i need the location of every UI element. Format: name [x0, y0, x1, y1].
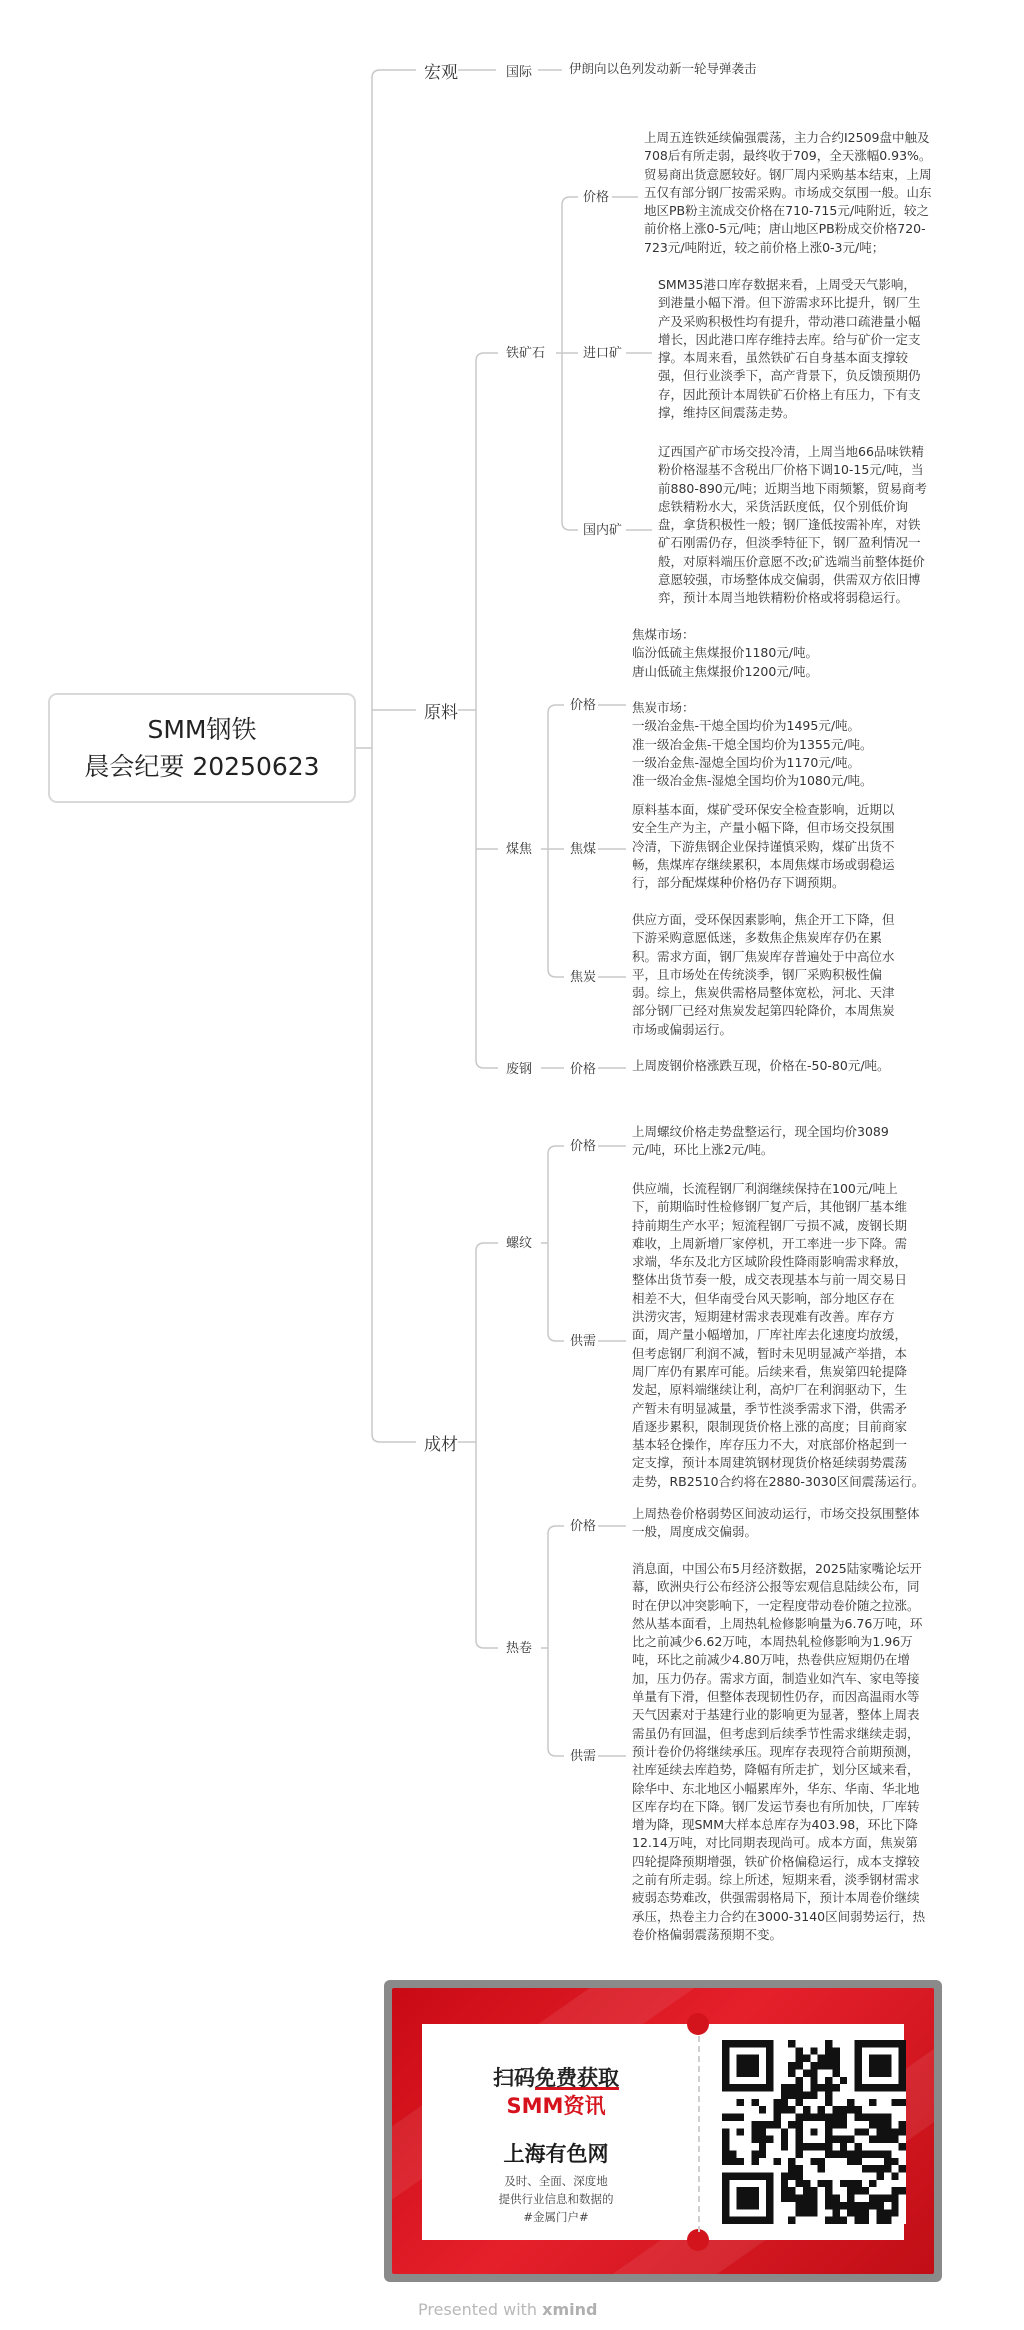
note-hrc-supply: 消息面，中国公布5月经济数据，2025陆家嘴论坛开 幕，欧洲央行公布经济公报等宏观信息陆续公布，同 时在伊以冲突影响下，一定程度带动卷价随之拉涨。 然从基本面看，上周热轧检修影响量为6.76万吨，环 比之前减少6.62万吨，本周热轧检修影响为1.96万 吨，环比之前减少4.80万吨，热卷供应短期仍在增 加，压力仍存。需求方面，制造业如汽车、家电等接 单量有下滑，但整体表现韧性仍存，而因高温雨水等 天气因素对于基建行业的影响更为显著，整体上周表 需虽仍有回温，但考虑到后续季节性需求继续走弱， 预计卷价仍将继续承压。现库存表现符合前期预测， 社库延续去库趋势，降幅有所走扩，划分区域来看， 除华中、东北地区小幅累库外，华东、华南、华北地 区库存均在下降。钢厂发运节奏也有所加快，厂库转 增为降，现SMM大样本总库存为403.98，环比下降 12.14万吨，对比同期表现尚可。成本方面，焦炭第 四轮提降预期增强，铁矿价格偏稳运行，成本支撑较 之前有所走弱。综上所述，短期来看，淡季钢材需求 疲弱态势难改，供强需弱格局下，预计本周卷价继续 承压，热卷主力合约在3000-3140区间弱势运行，热 卷价格偏弱震荡预期不变。 [632, 1561, 926, 1942]
promo-title [466, 2062, 646, 2092]
promo-notch-top [687, 2013, 709, 2035]
root-title: SMM钢铁 [147, 715, 257, 744]
topic-iron-ore[interactable]: 铁矿石 [506, 346, 546, 361]
topic-scrap[interactable]: 废钢 [506, 1062, 533, 1077]
topic-raw-materials[interactable]: 原料 [424, 703, 458, 723]
topic-iron-ore-price[interactable]: 价格 [583, 190, 610, 205]
topic-hrc[interactable]: 热卷 [506, 1641, 533, 1656]
topic-coal-coke-price[interactable]: 价格 [570, 698, 597, 713]
topic-finished-steel[interactable]: 成材 [424, 1435, 458, 1455]
topic-coke[interactable]: 焦炭 [570, 970, 597, 985]
note-import-ore: SMM35港口库存数据来看，上周受天气影响， 到港量小幅下滑。但下游需求环比提升，钢厂生 产及采购积极性均有提升，带动港口疏港量小幅 增长，因此港口库存维持去库。给与矿价一定支 撑。本周来看，虽然铁矿石自身基本面支撑较 强，但行业淡季下，高产背景下，负反馈预期仍 存，因此预计本周铁矿石价格上有压力，下有支 撑，维持区间震荡走势。 [658, 277, 921, 421]
note-hrc-price: 上周热卷价格弱势区间波动运行，市场交投氛围整体 一般，周度成交偏弱。 [632, 1506, 920, 1540]
promo-notch-bottom [687, 2229, 709, 2251]
topic-rebar[interactable]: 螺纹 [506, 1236, 533, 1251]
xmind-logo: xmind [542, 2300, 598, 2319]
credit-prefix: Presented with [418, 2300, 543, 2319]
topic-macro[interactable]: 宏观 [424, 63, 458, 83]
promo-subtitle: SMM资讯 [506, 2094, 606, 2118]
note-rebar-price: 上周螺纹价格走势盘整运行，现全国均价3089 元/吨，环比上涨2元/吨。 [632, 1124, 889, 1158]
topic-international[interactable]: 国际 [506, 65, 533, 80]
promo-card [422, 2024, 904, 2240]
promo-divider [698, 2036, 700, 2232]
topic-hrc-price[interactable]: 价格 [570, 1519, 597, 1534]
topic-hrc-supply[interactable]: 供需 [570, 1749, 597, 1764]
root-node[interactable] [48, 693, 356, 803]
topic-import-ore[interactable]: 进口矿 [583, 346, 623, 361]
note-domestic-ore: 辽西国产矿市场交投冷清，上周当地66品味铁精 粉价格湿基不含税出厂价格下调10-15元/吨，当 前880-890元/吨；近期当地下雨频繁，贸易商考 虑铁精粉水大，采货活跃度低，仅个别低价询 盘，拿货积极性一般；钢厂逢低按需补库，对铁 矿石刚需仍存，但淡季特征下，钢厂盈利情况一 般，对原料端压价意愿不改;矿选端当前整体挺价 意愿较强，市场整体成交偏弱，供需双方依旧博 弈，预计本周当地铁精粉价格或将弱稳运行。 [658, 444, 927, 606]
presented-with-xmind [418, 2300, 597, 2319]
topic-domestic-ore[interactable]: 国内矿 [583, 523, 623, 538]
promo-banner[interactable] [384, 1980, 942, 2282]
topic-rebar-supply[interactable]: 供需 [570, 1334, 597, 1349]
promo-title-free: 免费获取 [535, 2066, 619, 2090]
qr-code[interactable] [722, 2040, 906, 2224]
note-international: 伊朗向以色列发动新一轮导弹袭击 [569, 61, 757, 76]
promo-brand: 上海有色网 [503, 2142, 609, 2166]
note-coking-coal: 原料基本面，煤矿受环保安全检查影响，近期以 安全生产为主，产量小幅下降，但市场交投氛围 冷清，下游焦钢企业保持谨慎采购，煤矿出货不 畅，焦煤库存继续累积，本周焦煤市场或弱稳运 行，部分配煤煤种价格仍存下调预期。 [632, 802, 895, 891]
note-scrap-price: 上周废钢价格涨跌互现，价格在-50-80元/吨。 [632, 1058, 890, 1073]
topic-scrap-price[interactable]: 价格 [570, 1062, 597, 1077]
promo-description: 及时、全面、深度地 提供行业信息和数据的 #金属门户# [498, 2174, 614, 2224]
topic-coking-coal[interactable]: 焦煤 [570, 842, 597, 857]
note-coal-coke-price: 焦煤市场： 临汾低硫主焦煤报价1180元/吨。 唐山低硫主焦煤报价1200元/吨。 焦炭市场： 一级冶金焦-干熄全国均价为1495元/吨。 准一级冶金焦-干熄全国均价为1355元/吨。 一级冶金焦-湿熄全国均价为1170元/吨。 准一级冶金焦-湿熄全国均价为1080元/吨。 [632, 627, 873, 789]
root-subtitle: 晨会纪要 20250623 [84, 752, 320, 781]
note-coke: 供应方面，受环保因素影响，焦企开工下降，但 下游采购意愿低迷，多数焦企焦炭库存仍在累 积。需求方面，钢厂焦炭库存普遍处于中高位水 平，且市场处在传统淡季，钢厂采购积极性偏 弱。综上，焦炭供需格局整体宽松，河北、天津 部分钢厂已经对焦炭发起第四轮降价，本周焦炭 市场或偏弱运行。 [632, 912, 895, 1037]
note-iron-ore-price: 上周五连铁延续偏强震荡，主力合约I2509盘中触及 708后有所走弱，最终收于709，全天涨幅0.93%。 贸易商出货意愿较好。钢厂周内采购基本结束，上周 五仅有部分钢厂按需采购。市场成交氛围一般。山东 地区PB粉主流成交价格在710-715元/吨附近，较之 前价格上涨0-5元/吨；唐山地区PB粉成交价格720- 723元/吨附近，较之前价格上涨0-3元/吨； [644, 130, 932, 255]
topic-rebar-price[interactable]: 价格 [570, 1139, 597, 1154]
promo-title-scan: 扫码 [493, 2066, 535, 2090]
promo-red-frame [392, 1988, 934, 2274]
topic-coal-coke[interactable]: 煤焦 [506, 842, 533, 857]
note-rebar-supply: 供应端，长流程钢厂利润继续保持在100元/吨上 下，前期临时性检修钢厂复产后，其他钢厂基本维 持前期生产水平；短流程钢厂亏损不减，废钢长期 难收，上周新增厂家停机，开工率进一步下降。需 求端，华东及北方区域阶段性降雨影响需求释放， 整体出货节奏一般，成交表现基本与前一周交易日 相差不大，但华南受台风天影响，部分地区存在 洪涝灾害，短期建材需求表现难有改善。库存方 面，周产量小幅增加，厂库社库去化速度均放缓， 但考虑钢厂利润不减，暂时未见明显减产举措，本 周厂库仍有累库可能。后续来看，焦炭第四轮提降 发起，原料端继续让利，高炉厂在利润驱动下，生 产暂未有明显减量，季节性淡季需求下滑，供需矛 盾逐步累积，限制现货价格上涨的高度；目前商家 基本轻仓操作，库存压力不大，对底部价格起到一 定支撑，预计本周建筑钢材现货价格延续弱势震荡 走势，RB2510合约将在2880-3030区间震荡运行。 [632, 1181, 925, 1489]
